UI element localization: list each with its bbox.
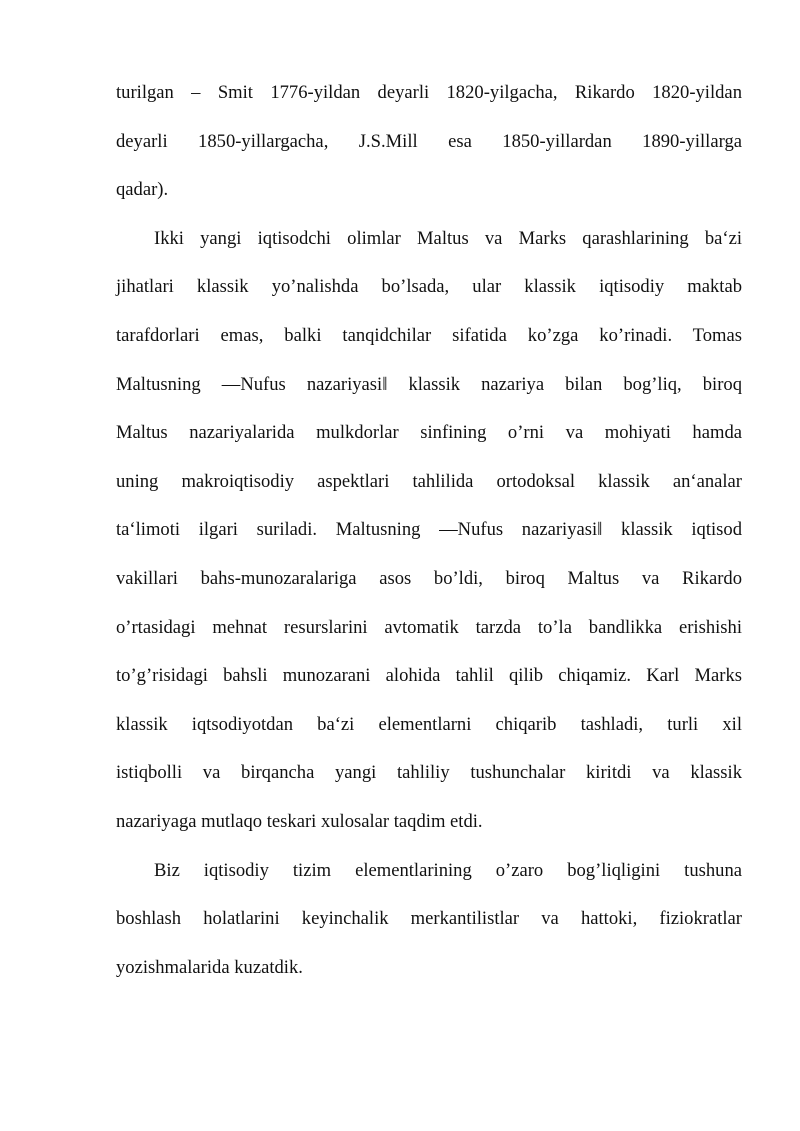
text-line: jihatlari klassik yo’nalishda bo’lsada, ular klassik iqtisodiy maktab xyxy=(116,276,742,298)
text-line: deyarli 1850-yillargacha, J.S.Mill esa 1850-yillardan 1890-yillarga xyxy=(116,130,742,152)
text-line: Maltus nazariyalarida mulkdorlar sinfining o’rni va mohiyati hamda xyxy=(116,422,742,444)
paragraph-2 xyxy=(116,215,742,847)
paragraph-1 xyxy=(116,69,742,215)
text-line: vakillari bahs-munozaralariga asos bo’ldi, biroq Maltus va Rikardo xyxy=(116,567,742,589)
text-line: turilgan – Smit 1776-yildan deyarli 1820-yilgacha, Rikardo 1820-yildan xyxy=(116,82,742,103)
paragraph-3 xyxy=(116,847,742,993)
text-line: ta‘limoti ilgari suriladi. Maltusning ―Nufus nazariyasi‖ klassik iqtisod xyxy=(116,519,742,541)
text-line: Ikki yangi iqtisodchi olimlar Maltus va Marks qarashlarining ba‘zi xyxy=(154,227,742,249)
body-text xyxy=(116,69,742,992)
text-line: klassik iqtsodiyotdan ba‘zi elementlarni chiqarib tashladi, turli xil xyxy=(116,713,742,735)
text-line: qadar). xyxy=(116,179,169,201)
text-line: o’rtasidagi mehnat resurslarini avtomatik tarzda to’la bandlikka erishishi xyxy=(116,616,742,638)
text-line: nazariyaga mutlaqo teskari xulosalar taqdim etdi. xyxy=(116,810,483,832)
text-line: uning makroiqtisodiy aspektlari tahlilida ortodoksal klassik an‘analar xyxy=(116,470,742,492)
text-line: tarafdorlari emas, balki tanqidchilar sifatida ko’zga ko’rinadi. Tomas xyxy=(116,324,742,346)
text-line: Maltusning ―Nufus nazariyasi‖ klassik nazariya bilan bog’liq, biroq xyxy=(116,373,742,395)
text-line: istiqbolli va birqancha yangi tahliliy tushunchalar kiritdi va klassik xyxy=(116,762,742,784)
text-line: boshlash holatlarini keyinchalik merkantilistlar va hattoki, fiziokratlar xyxy=(116,908,742,930)
text-line: Biz iqtisodiy tizim elementlarining o’zaro bog’liqligini tushuna xyxy=(154,859,742,881)
text-line: to’g’risidagi bahsli munozarani alohida tahlil qilib chiqamiz. Karl Marks xyxy=(116,665,742,687)
text-line: yozishmalarida kuzatdik. xyxy=(116,956,303,978)
